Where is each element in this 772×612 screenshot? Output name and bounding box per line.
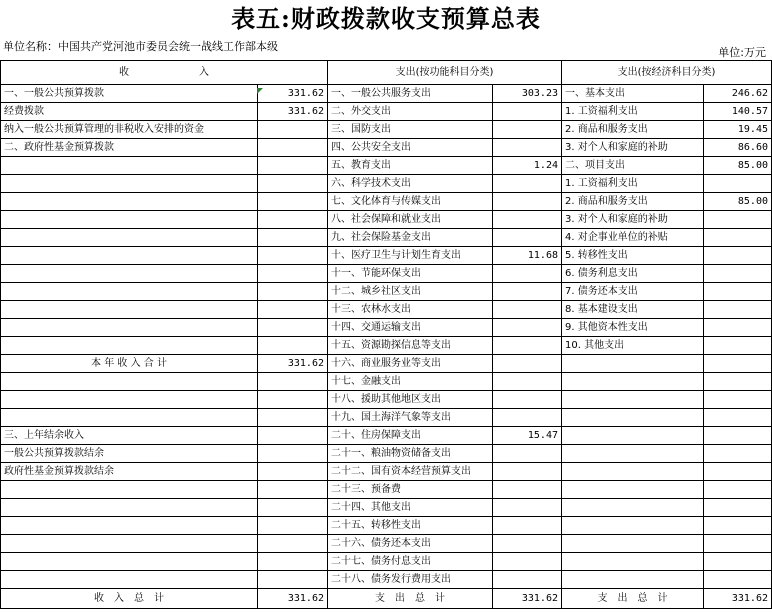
income-amount [258, 229, 328, 247]
func-expense-item: 十一、节能环保支出 [328, 265, 493, 283]
func-total-value: 331.62 [493, 589, 562, 609]
func-expense-item: 二十二、国有资本经营预算支出 [328, 463, 493, 481]
income-amount [258, 121, 328, 139]
income-amount: 331.62 [258, 355, 328, 373]
econ-expense-amount: 85.00 [704, 193, 772, 211]
econ-expense-item: 6. 债务利息支出 [562, 265, 704, 283]
table-header-row [1, 61, 772, 85]
func-expense-amount [493, 391, 562, 409]
econ-expense-item [562, 427, 704, 445]
econ-expense-item: 2. 商品和服务支出 [562, 121, 704, 139]
table-row [1, 301, 772, 319]
econ-expense-item: 1. 工资福利支出 [562, 103, 704, 121]
income-total-value: 331.62 [258, 589, 328, 609]
income-item [1, 283, 258, 301]
func-expense-item: 一、一般公共服务支出 [328, 85, 493, 103]
econ-expense-amount [704, 319, 772, 337]
func-expense-amount [493, 481, 562, 499]
econ-expense-amount [704, 427, 772, 445]
income-item [1, 553, 258, 571]
income-amount [258, 319, 328, 337]
income-item [1, 517, 258, 535]
econ-expense-item [562, 373, 704, 391]
income-amount [258, 175, 328, 193]
func-expense-amount: 1.24 [493, 157, 562, 175]
income-amount [258, 427, 328, 445]
econ-expense-item [562, 355, 704, 373]
econ-expense-amount: 246.62 [704, 85, 772, 103]
econ-expense-amount [704, 409, 772, 427]
income-amount [258, 193, 328, 211]
income-item [1, 481, 258, 499]
income-amount [258, 463, 328, 481]
table-row [1, 265, 772, 283]
func-expense-amount [493, 409, 562, 427]
func-expense-item: 十、医疗卫生与计划生育支出 [328, 247, 493, 265]
table-row [1, 247, 772, 265]
econ-expense-amount [704, 445, 772, 463]
econ-expense-amount [704, 301, 772, 319]
econ-expense-amount [704, 229, 772, 247]
func-expense-item: 二十五、转移性支出 [328, 517, 493, 535]
func-expense-item: 二十七、债务付息支出 [328, 553, 493, 571]
income-item [1, 535, 258, 553]
func-expense-item: 二十三、预备费 [328, 481, 493, 499]
econ-expense-amount: 19.45 [704, 121, 772, 139]
table-row [1, 571, 772, 589]
income-amount [258, 211, 328, 229]
func-expense-amount [493, 265, 562, 283]
func-expense-amount: 303.23 [493, 85, 562, 103]
func-expense-amount [493, 571, 562, 589]
income-item [1, 391, 258, 409]
econ-expense-item [562, 445, 704, 463]
func-expense-amount [493, 121, 562, 139]
econ-expense-item: 5. 转移性支出 [562, 247, 704, 265]
func-expense-item: 二、外交支出 [328, 103, 493, 121]
func-expense-item: 七、文化体育与传媒支出 [328, 193, 493, 211]
func-expense-item: 十五、资源勘探信息等支出 [328, 337, 493, 355]
income-amount [258, 139, 328, 157]
table-row [1, 211, 772, 229]
econ-expense-amount: 140.57 [704, 103, 772, 121]
econ-expense-amount [704, 175, 772, 193]
func-expense-amount: 15.47 [493, 427, 562, 445]
func-expense-item: 十四、交通运输支出 [328, 319, 493, 337]
econ-expense-amount [704, 355, 772, 373]
func-expense-amount [493, 445, 562, 463]
income-item [1, 229, 258, 247]
income-item: 二、政府性基金预算拨款 [1, 139, 258, 157]
income-amount [258, 535, 328, 553]
income-item [1, 319, 258, 337]
unit-label: 单位:万元 [718, 46, 766, 59]
income-header: 收 入 [1, 61, 328, 85]
func-expense-item: 五、教育支出 [328, 157, 493, 175]
func-expense-amount [493, 193, 562, 211]
table-row [1, 193, 772, 211]
income-amount [258, 571, 328, 589]
func-expense-amount [493, 229, 562, 247]
table-row [1, 157, 772, 175]
income-amount [258, 301, 328, 319]
income-item: 本 年 收 入 合 计 [1, 355, 258, 373]
table-row [1, 139, 772, 157]
income-total-label: 收 入 总 计 [1, 589, 258, 609]
func-expense-item: 十六、商业服务业等支出 [328, 355, 493, 373]
econ-total-label: 支 出 总 计 [562, 589, 704, 609]
func-expense-header: 支出(按功能科目分类) [328, 61, 562, 85]
econ-expense-item [562, 463, 704, 481]
econ-expense-item [562, 535, 704, 553]
econ-expense-item [562, 409, 704, 427]
income-item [1, 193, 258, 211]
func-expense-item: 二十四、其他支出 [328, 499, 493, 517]
income-amount [258, 283, 328, 301]
income-amount [258, 499, 328, 517]
budget-table [0, 60, 772, 609]
income-item [1, 301, 258, 319]
func-expense-amount [493, 211, 562, 229]
func-expense-item: 二十八、债务发行费用支出 [328, 571, 493, 589]
grand-total-row [1, 589, 772, 609]
econ-expense-amount [704, 247, 772, 265]
func-expense-item: 九、社会保险基金支出 [328, 229, 493, 247]
func-expense-amount [493, 355, 562, 373]
econ-expense-item: 二、项目支出 [562, 157, 704, 175]
econ-expense-amount [704, 283, 772, 301]
income-amount [258, 553, 328, 571]
econ-expense-item: 4. 对企事业单位的补贴 [562, 229, 704, 247]
income-item [1, 265, 258, 283]
func-expense-item: 六、科学技术支出 [328, 175, 493, 193]
income-amount [258, 247, 328, 265]
econ-expense-item: 7. 债务还本支出 [562, 283, 704, 301]
func-expense-amount [493, 175, 562, 193]
table-row [1, 103, 772, 121]
econ-expense-item [562, 481, 704, 499]
func-expense-amount [493, 139, 562, 157]
income-item [1, 247, 258, 265]
income-amount [258, 445, 328, 463]
table-row [1, 463, 772, 481]
income-amount [258, 265, 328, 283]
func-expense-item: 二十六、债务还本支出 [328, 535, 493, 553]
func-expense-amount [493, 517, 562, 535]
econ-expense-amount [704, 517, 772, 535]
econ-expense-amount [704, 463, 772, 481]
table-body [1, 85, 772, 589]
table-row [1, 319, 772, 337]
income-item [1, 337, 258, 355]
econ-expense-amount [704, 481, 772, 499]
econ-expense-amount [704, 535, 772, 553]
econ-expense-amount [704, 337, 772, 355]
func-expense-amount [493, 373, 562, 391]
econ-expense-amount [704, 265, 772, 283]
econ-expense-item [562, 499, 704, 517]
table-row [1, 553, 772, 571]
econ-expense-item [562, 553, 704, 571]
income-item [1, 211, 258, 229]
econ-expense-amount: 86.60 [704, 139, 772, 157]
table-row [1, 85, 772, 103]
income-item [1, 175, 258, 193]
econ-expense-amount [704, 391, 772, 409]
table-row [1, 517, 772, 535]
econ-expense-amount [704, 211, 772, 229]
func-expense-item: 三、国防支出 [328, 121, 493, 139]
func-expense-amount [493, 553, 562, 571]
econ-expense-amount [704, 571, 772, 589]
table-row [1, 229, 772, 247]
table-row [1, 355, 772, 373]
econ-expense-item: 10. 其他支出 [562, 337, 704, 355]
income-item: 三、上年结余收入 [1, 427, 258, 445]
income-item [1, 571, 258, 589]
report-title: 表五:财政拨款收支预算总表 [231, 4, 541, 33]
table-row [1, 409, 772, 427]
income-amount: 331.62 [258, 85, 328, 103]
func-expense-amount [493, 337, 562, 355]
income-item [1, 373, 258, 391]
func-total-label: 支 出 总 计 [328, 589, 493, 609]
func-expense-item: 二十、住房保障支出 [328, 427, 493, 445]
func-expense-amount [493, 463, 562, 481]
econ-expense-item: 1. 工资福利支出 [562, 175, 704, 193]
econ-expense-amount [704, 499, 772, 517]
econ-expense-item [562, 571, 704, 589]
func-expense-item: 十九、国土海洋气象等支出 [328, 409, 493, 427]
func-expense-item: 十三、农林水支出 [328, 301, 493, 319]
func-expense-amount [493, 301, 562, 319]
table-row [1, 283, 772, 301]
func-expense-item: 二十一、粮油物资储备支出 [328, 445, 493, 463]
econ-total-value: 331.62 [704, 589, 772, 609]
table-row [1, 445, 772, 463]
income-amount [258, 481, 328, 499]
income-amount [258, 391, 328, 409]
econ-expense-amount [704, 553, 772, 571]
func-expense-item: 十二、城乡社区支出 [328, 283, 493, 301]
cell-comment-marker [257, 88, 263, 94]
table-row [1, 535, 772, 553]
table-row [1, 391, 772, 409]
econ-expense-item [562, 391, 704, 409]
func-expense-amount [493, 535, 562, 553]
income-amount [258, 337, 328, 355]
econ-expense-item: 8. 基本建设支出 [562, 301, 704, 319]
econ-expense-item: 3. 对个人和家庭的补助 [562, 211, 704, 229]
econ-expense-amount: 85.00 [704, 157, 772, 175]
unit-name: 单位名称：中国共产党河池市委员会统一战线工作部本级 [3, 40, 278, 53]
econ-expense-header: 支出(按经济科目分类) [562, 61, 772, 85]
income-amount [258, 517, 328, 535]
table-row [1, 175, 772, 193]
income-amount [258, 373, 328, 391]
income-item [1, 409, 258, 427]
func-expense-amount [493, 283, 562, 301]
func-expense-item: 四、公共安全支出 [328, 139, 493, 157]
income-amount [258, 157, 328, 175]
econ-expense-item: 一、基本支出 [562, 85, 704, 103]
econ-expense-item [562, 517, 704, 535]
income-item: 政府性基金预算拨款结余 [1, 463, 258, 481]
func-expense-item: 八、社会保障和就业支出 [328, 211, 493, 229]
income-amount: 331.62 [258, 103, 328, 121]
income-item: 纳入一般公共预算管理的非税收入安排的资金 [1, 121, 258, 139]
econ-expense-item: 9. 其他资本性支出 [562, 319, 704, 337]
func-expense-amount [493, 499, 562, 517]
func-expense-amount [493, 319, 562, 337]
econ-expense-amount [704, 373, 772, 391]
func-expense-item: 十七、金融支出 [328, 373, 493, 391]
table-row [1, 481, 772, 499]
income-item: 一、一般公共预算拨款 [1, 85, 258, 103]
econ-expense-item: 3. 对个人和家庭的补助 [562, 139, 704, 157]
table-row [1, 121, 772, 139]
table-row [1, 373, 772, 391]
table-row [1, 337, 772, 355]
income-item: 经费拨款 [1, 103, 258, 121]
table-row [1, 427, 772, 445]
table-row [1, 499, 772, 517]
func-expense-item: 十八、援助其他地区支出 [328, 391, 493, 409]
income-item [1, 499, 258, 517]
econ-expense-item: 2. 商品和服务支出 [562, 193, 704, 211]
func-expense-amount [493, 103, 562, 121]
income-amount [258, 409, 328, 427]
income-item: 一般公共预算拨款结余 [1, 445, 258, 463]
func-expense-amount: 11.68 [493, 247, 562, 265]
income-item [1, 157, 258, 175]
